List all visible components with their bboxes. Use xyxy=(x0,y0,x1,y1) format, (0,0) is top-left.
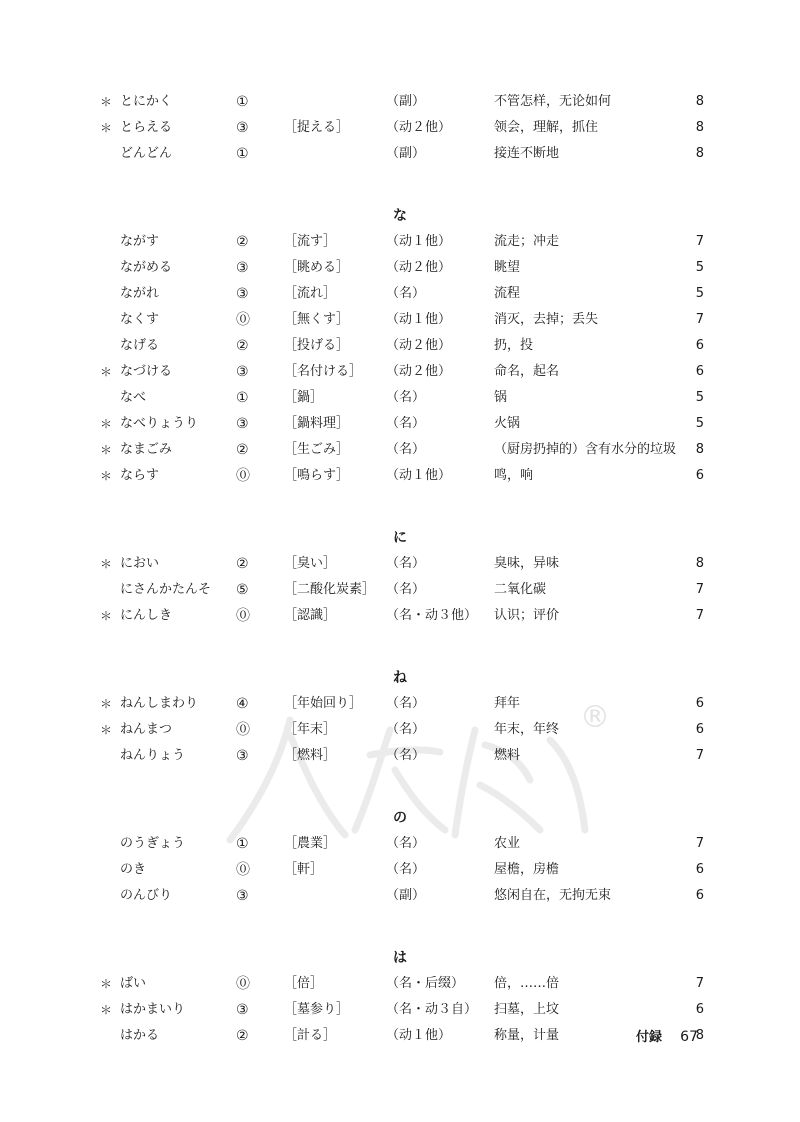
entry-kanji: ［鍋料理］ xyxy=(284,416,350,431)
entry-kana: なまごみ xyxy=(120,442,173,457)
entry-accent: ⓪ xyxy=(236,862,250,878)
entry-accent: ① xyxy=(236,146,249,162)
entry-accent: ③ xyxy=(236,120,249,136)
entry-kana: とらえる xyxy=(120,120,173,135)
entry-accent: ⓪ xyxy=(236,312,250,328)
entry-accent: ⓪ xyxy=(236,468,250,484)
entry-part-of-speech: （动１他） xyxy=(386,234,452,249)
new-word-marker: ＊ xyxy=(100,1003,113,1017)
entry-kana: ばい xyxy=(120,976,147,991)
entry-part-of-speech: （动１他） xyxy=(386,468,452,483)
entry-meaning: 二氧化碳 xyxy=(494,582,547,597)
entry-lesson-number: 6 xyxy=(695,696,704,711)
entry-lesson-number: 7 xyxy=(695,234,704,249)
section-heading: ね xyxy=(393,670,407,686)
vocabulary-section xyxy=(0,525,800,629)
vocabulary-section xyxy=(0,805,800,909)
entry-part-of-speech: （名） xyxy=(386,862,426,877)
entry-meaning: 倍，……倍 xyxy=(494,976,560,991)
entry-lesson-number: 8 xyxy=(695,146,704,161)
entry-kana: のき xyxy=(120,862,147,877)
entry-accent: ② xyxy=(236,442,249,458)
entry-part-of-speech: （名） xyxy=(386,696,426,711)
vocabulary-entry xyxy=(0,255,800,281)
entry-meaning: 消灭，去掉；丢失 xyxy=(494,312,599,327)
entry-lesson-number: 7 xyxy=(695,608,704,623)
entry-kana: ねんりょう xyxy=(120,748,186,763)
entry-meaning: 认识；评价 xyxy=(494,608,560,623)
entry-kana: とにかく xyxy=(120,94,173,109)
entry-kanji: ［計る］ xyxy=(284,1028,337,1043)
vocabulary-entry xyxy=(0,307,800,333)
entry-kana: なげる xyxy=(120,338,160,353)
entry-kanji: ［流す］ xyxy=(284,234,337,249)
entry-kana: どんどん xyxy=(120,146,173,161)
section-heading: の xyxy=(393,810,407,826)
entry-lesson-number: 7 xyxy=(695,582,704,597)
entry-part-of-speech: （名） xyxy=(386,748,426,763)
vocabulary-entry xyxy=(0,603,800,629)
entry-kanji: ［年始回り］ xyxy=(284,696,363,711)
entry-lesson-number: 7 xyxy=(695,836,704,851)
entry-accent: ③ xyxy=(236,286,249,302)
entry-lesson-number: 6 xyxy=(695,862,704,877)
entry-part-of-speech: （动２他） xyxy=(386,260,452,275)
entry-meaning: 年末，年终 xyxy=(494,722,560,737)
vocabulary-entry xyxy=(0,89,800,115)
entry-kana: のんびり xyxy=(120,888,173,903)
entry-accent: ① xyxy=(236,94,249,110)
entry-accent: ③ xyxy=(236,748,249,764)
entry-kana: なづける xyxy=(120,364,173,379)
entry-lesson-number: 6 xyxy=(695,338,704,353)
entry-lesson-number: 7 xyxy=(695,748,704,763)
entry-accent: ② xyxy=(236,338,249,354)
entry-accent: ⑤ xyxy=(236,582,249,598)
entry-meaning: 扫墓，上坟 xyxy=(494,1002,560,1017)
entry-part-of-speech: （名） xyxy=(386,556,426,571)
entry-lesson-number: 6 xyxy=(695,722,704,737)
appendix-label: 付録 xyxy=(636,1030,663,1045)
entry-lesson-number: 8 xyxy=(695,94,704,109)
entry-kanji: ［農業］ xyxy=(284,836,337,851)
entry-kana: にんしき xyxy=(120,608,173,623)
vocabulary-entry xyxy=(0,971,800,997)
entry-kanji: ［流れ］ xyxy=(284,286,337,301)
entry-accent: ⓪ xyxy=(236,608,250,624)
vocabulary-entry xyxy=(0,463,800,489)
entry-meaning: 流走；冲走 xyxy=(494,234,560,249)
vocabulary-entry xyxy=(0,281,800,307)
entry-meaning: 屋檐，房檐 xyxy=(494,862,560,877)
vocabulary-entry xyxy=(0,411,800,437)
entry-meaning: 命名，起名 xyxy=(494,364,560,379)
entry-part-of-speech: （名） xyxy=(386,722,426,737)
entry-kana: なべりょうり xyxy=(120,416,199,431)
entry-kana: ながれ xyxy=(120,286,160,301)
new-word-marker: ＊ xyxy=(100,95,113,109)
entry-kanji: ［燃料］ xyxy=(284,748,337,763)
entry-kanji: ［無くす］ xyxy=(284,312,350,327)
entry-accent: ⓪ xyxy=(236,976,250,992)
page-footer xyxy=(636,1028,698,1047)
entry-kanji: ［認識］ xyxy=(284,608,337,623)
entry-kanji: ［眺める］ xyxy=(284,260,350,275)
entry-kanji: ［倍］ xyxy=(284,976,324,991)
entry-meaning: 鸣，响 xyxy=(494,468,534,483)
entry-kanji: ［鳴らす］ xyxy=(284,468,350,483)
entry-kana: ねんしまわり xyxy=(120,696,199,711)
vocabulary-section xyxy=(0,203,800,489)
vocabulary-section xyxy=(0,665,800,769)
entry-meaning: 火锅 xyxy=(494,416,521,431)
entry-accent: ② xyxy=(236,234,249,250)
entry-accent: ③ xyxy=(236,1002,249,1018)
entry-lesson-number: 6 xyxy=(695,888,704,903)
entry-part-of-speech: （名） xyxy=(386,416,426,431)
entry-accent: ④ xyxy=(236,696,249,712)
new-word-marker: ＊ xyxy=(100,609,113,623)
new-word-marker: ＊ xyxy=(100,365,113,379)
entry-lesson-number: 5 xyxy=(695,286,704,301)
vocabulary-entry xyxy=(0,691,800,717)
entry-accent: ① xyxy=(236,836,249,852)
entry-part-of-speech: （名） xyxy=(386,286,426,301)
entry-accent: ③ xyxy=(236,364,249,380)
entry-part-of-speech: （名） xyxy=(386,390,426,405)
entry-meaning: 接连不断地 xyxy=(494,146,560,161)
entry-part-of-speech: （动２他） xyxy=(386,338,452,353)
entry-part-of-speech: （副） xyxy=(386,146,426,161)
vocabulary-entry xyxy=(0,551,800,577)
new-word-marker: ＊ xyxy=(100,697,113,711)
entry-kanji: ［年末］ xyxy=(284,722,337,737)
entry-lesson-number: 5 xyxy=(695,260,704,275)
entry-lesson-number: 5 xyxy=(695,416,704,431)
entry-part-of-speech: （名・后缀） xyxy=(386,976,465,991)
entry-kana: におい xyxy=(120,556,160,571)
entry-part-of-speech: （名・动３他） xyxy=(386,608,478,623)
vocabulary-entry xyxy=(0,229,800,255)
entry-lesson-number: 6 xyxy=(695,364,704,379)
entry-kana: ながす xyxy=(120,234,160,249)
entry-part-of-speech: （名） xyxy=(386,836,426,851)
entry-lesson-number: 8 xyxy=(695,1028,704,1043)
entry-part-of-speech: （副） xyxy=(386,94,426,109)
entry-kanji: ［臭い］ xyxy=(284,556,337,571)
entry-part-of-speech: （动１他） xyxy=(386,1028,452,1043)
entry-meaning: 称量，计量 xyxy=(494,1028,560,1043)
vocabulary-list xyxy=(0,89,800,1049)
entry-kana: なくす xyxy=(120,312,160,327)
new-word-marker: ＊ xyxy=(100,469,113,483)
entry-kanji: ［投げる］ xyxy=(284,338,350,353)
vocabulary-section xyxy=(0,89,800,167)
entry-meaning: 拜年 xyxy=(494,696,521,711)
vocabulary-entry xyxy=(0,141,800,167)
new-word-marker: ＊ xyxy=(100,557,113,571)
entry-lesson-number: 8 xyxy=(695,556,704,571)
entry-accent: ② xyxy=(236,1028,249,1044)
entry-meaning: 农业 xyxy=(494,836,521,851)
entry-meaning: （厨房扔掉的）含有水分的垃圾 xyxy=(494,442,677,457)
entry-kana: なべ xyxy=(120,390,147,405)
entry-lesson-number: 5 xyxy=(695,390,704,405)
new-word-marker: ＊ xyxy=(100,977,113,991)
entry-kanji: ［捉える］ xyxy=(284,120,350,135)
vocabulary-entry xyxy=(0,743,800,769)
entry-part-of-speech: （名） xyxy=(386,442,426,457)
section-heading: は xyxy=(393,950,407,966)
registered-mark: ® xyxy=(580,700,610,735)
entry-part-of-speech: （动１他） xyxy=(386,312,452,327)
vocabulary-entry xyxy=(0,577,800,603)
vocabulary-entry xyxy=(0,385,800,411)
vocabulary-entry xyxy=(0,359,800,385)
new-word-marker: ＊ xyxy=(100,443,113,457)
page-number: 67 xyxy=(680,1029,698,1045)
entry-meaning: 扔，投 xyxy=(494,338,534,353)
entry-part-of-speech: （名・动３自） xyxy=(386,1002,478,1017)
vocabulary-entry xyxy=(0,831,800,857)
entry-kana: ながめる xyxy=(120,260,173,275)
entry-kana: ねんまつ xyxy=(120,722,173,737)
entry-accent: ① xyxy=(236,390,249,406)
entry-lesson-number: 6 xyxy=(695,1002,704,1017)
entry-accent: ③ xyxy=(236,888,249,904)
vocabulary-entry xyxy=(0,333,800,359)
entry-kana: にさんかたんそ xyxy=(120,582,212,597)
vocabulary-entry xyxy=(0,857,800,883)
new-word-marker: ＊ xyxy=(100,723,113,737)
entry-meaning: 不管怎样，无论如何 xyxy=(494,94,612,109)
entry-part-of-speech: （动２他） xyxy=(386,364,452,379)
entry-lesson-number: 7 xyxy=(695,976,704,991)
entry-part-of-speech: （副） xyxy=(386,888,426,903)
entry-kana: はかまいり xyxy=(120,1002,186,1017)
entry-lesson-number: 6 xyxy=(695,468,704,483)
entry-lesson-number: 7 xyxy=(695,312,704,327)
vocabulary-entry xyxy=(0,883,800,909)
section-heading: に xyxy=(393,530,407,546)
entry-meaning: 燃料 xyxy=(494,748,521,763)
entry-lesson-number: 8 xyxy=(695,120,704,135)
new-word-marker: ＊ xyxy=(100,121,113,135)
entry-meaning: 悠闲自在，无拘无束 xyxy=(494,888,612,903)
entry-kanji: ［名付ける］ xyxy=(284,364,363,379)
entry-accent: ③ xyxy=(236,260,249,276)
entry-meaning: 锅 xyxy=(494,390,508,405)
vocabulary-entry xyxy=(0,997,800,1023)
entry-lesson-number: 8 xyxy=(695,442,704,457)
vocabulary-entry xyxy=(0,115,800,141)
entry-kana: ならす xyxy=(120,468,160,483)
entry-kanji: ［鍋］ xyxy=(284,390,324,405)
entry-accent: ⓪ xyxy=(236,722,250,738)
section-heading: な xyxy=(393,208,407,224)
entry-kanji: ［生ごみ］ xyxy=(284,442,350,457)
entry-accent: ③ xyxy=(236,416,249,432)
entry-kana: のうぎょう xyxy=(120,836,186,851)
entry-kanji: ［二酸化炭素］ xyxy=(284,582,376,597)
entry-meaning: 臭味，异味 xyxy=(494,556,560,571)
entry-part-of-speech: （动２他） xyxy=(386,120,452,135)
entry-meaning: 领会，理解，抓住 xyxy=(494,120,599,135)
entry-meaning: 眺望 xyxy=(494,260,521,275)
entry-accent: ② xyxy=(236,556,249,572)
new-word-marker: ＊ xyxy=(100,417,113,431)
vocabulary-entry xyxy=(0,437,800,463)
entry-kana: はかる xyxy=(120,1028,160,1043)
entry-kanji: ［墓参り］ xyxy=(284,1002,350,1017)
entry-meaning: 流程 xyxy=(494,286,521,301)
entry-kanji: ［軒］ xyxy=(284,862,324,877)
entry-part-of-speech: （名） xyxy=(386,582,426,597)
vocabulary-entry xyxy=(0,717,800,743)
